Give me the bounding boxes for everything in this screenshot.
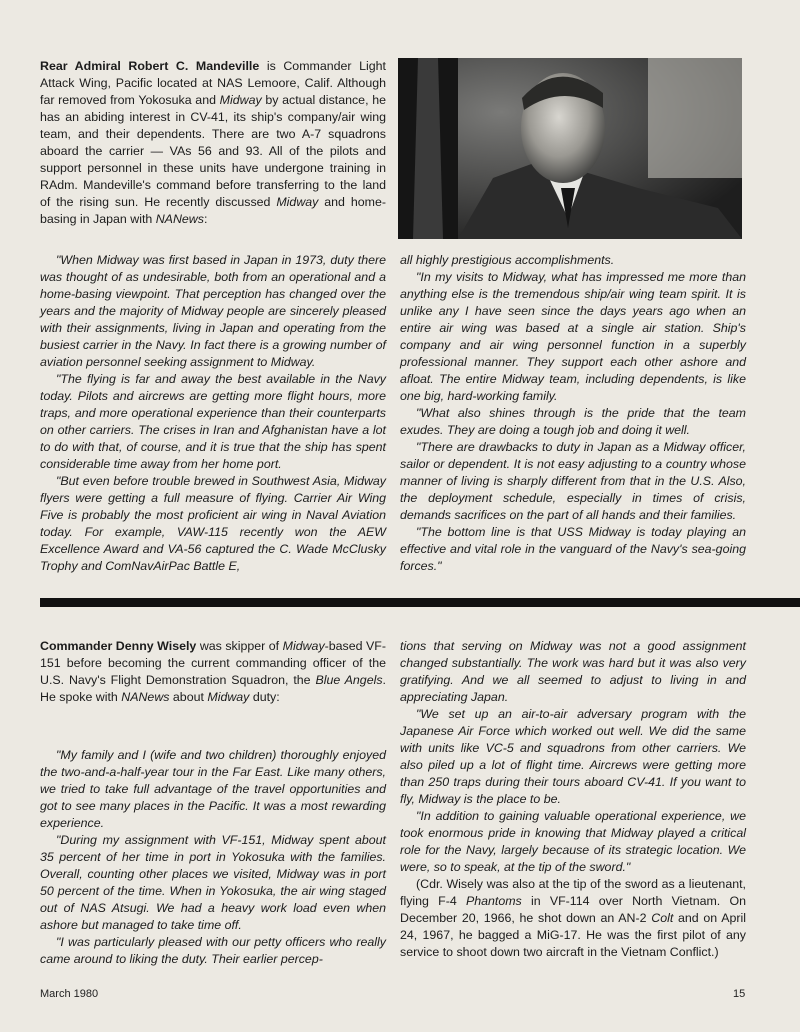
intro1-part2: by actual distance, he has an abiding interest in CV-41, its ship's company/air wing team, and their dependents. There are two A-7 squadrons aboard the carrier — VAs 56 and 93. All of the pilots and support personnel in these units have undergone training in RAdm. Mandeville's command before transferring to the land of the rising sun. He recently discussed (40, 93, 386, 209)
intro-wisely-text (40, 638, 386, 706)
portrait-illustration (398, 58, 742, 239)
intro1-part3: and home-basing in Japan with (40, 195, 386, 226)
wisely-name: Commander Denny Wisely (40, 639, 197, 653)
closing-paragraph (400, 876, 746, 961)
quote2-paragraph: tions that serving on Midway was not a good assignment changed substantially. The work was hard but it was also very gratifying. And we all seemed to adjust to living in and appreciating Japan. (400, 639, 746, 704)
quote1-paragraph: "In my visits to Midway, what has impressed me more than anything else is the tremendous ship/air wing team spirit. It is unlike any I have seen since the days years ago when an entire air wing was based at a single air station. Ship's company and air wing personnel function in a superbly professional manner. They support each other ashore and afloat. The entire Midway team, including dependents, is like one big, hard-working family. (400, 270, 746, 403)
intro1-nanews: NANews (155, 212, 204, 226)
closing-phantoms: Phantoms (465, 894, 522, 908)
quote2-paragraph: "I was particularly pleased with our petty officers who really came around to liking the duty. Their earlier percep- (40, 935, 386, 966)
quote1-left-column (40, 252, 386, 575)
intro2-part1: was skipper of (196, 639, 283, 653)
intro-mandeville-text (40, 58, 386, 228)
section-divider (40, 598, 800, 607)
closing-part2: in VF-114 over North Vietnam. On December 20, 1966, he shot down an AN-2 (400, 894, 746, 925)
quote1-paragraph: "The bottom line is that USS Midway is today playing an effective and vital role in the vanguard of the Navy's sea-going forces." (400, 525, 746, 573)
footer-date: March 1980 (40, 988, 99, 1000)
intro2-part3: . He spoke with (40, 673, 386, 704)
intro2-part5: duty: (249, 690, 280, 704)
page-number: 15 (733, 988, 746, 1000)
quote1-paragraph: all highly prestigious accomplishments. (400, 253, 615, 267)
intro1-part4: : (203, 212, 208, 226)
quote1-paragraph: "There are drawbacks to duty in Japan as a Midway officer, sailor or dependent. It is not easy adjusting to a country whose manner of living is sharply different from that in the U.S. Also, the deployment schedule, especially in times of crisis, demands sacrifices on the part of all hands and their families. (400, 440, 746, 522)
closing-part3: and on April 24, 1967, he bagged a MiG-17. He was the first pilot of any service to shoot down two aircraft in the Vietnam Conflict.) (400, 911, 746, 959)
intro1-midway-2: Midway (276, 195, 319, 209)
intro2-nanews: NANews (121, 690, 170, 704)
intro-wisely (40, 638, 386, 706)
intro1-midway: Midway (219, 93, 262, 107)
intro2-blue-angels: Blue Angels (315, 673, 383, 687)
intro-mandeville (40, 58, 386, 228)
quote2-right-column (400, 638, 746, 961)
quote1-right-column (400, 252, 746, 575)
quote2-paragraph: "My family and I (wife and two children) thoroughly enjoyed the two-and-a-half-year tour in the Far East. Like many others, we tried to take full advantage of the travel opportunities and got to see many places in the Pacific. It was a most rewarding experience. (40, 748, 386, 830)
intro2-midway-2: Midway (207, 690, 250, 704)
quote2-paragraph: "We set up an air-to-air adversary program with the Japanese Air Force which worked out well. We did the same with units like VC-5 and squadrons from other carriers. We also piled up a lot of flight time. Aircrews were getting more than 250 traps during their tours aboard CV-41. If you want to fly, Midway is the place to be. (400, 707, 746, 806)
quote1-paragraph: "But even before trouble brewed in Southwest Asia, Midway flyers were getting a full measure of flying. Carrier Air Wing Five is probably the most proficient air wing in Naval Aviation today. For example, VAW-115 recently won the AEW Excellence Award and VA-56 captured the C. Wade McClusky Trophy and ComNavAirPac Battle E, (40, 474, 386, 573)
quote1-paragraph: "What also shines through is the pride that the team exudes. They are doing a tough job and doing it well. (400, 406, 746, 437)
closing-part1: (Cdr. Wisely was also at the tip of the sword as a lieutenant, flying F-4 (400, 877, 746, 908)
intro2-part4: about (169, 690, 208, 704)
quote2-paragraph: "In addition to gaining valuable operational experience, we took enormous pride in knowing that Midway played a critical role for the Navy, largely because of its strategic location. We were, so to speak, at the tip of the sword." (400, 809, 746, 874)
quote1-paragraph: "When Midway was first based in Japan in 1973, duty there was thought of as undesirable, both from an operational and a home-basing viewpoint. That perception has changed over the years and the majority of Midway people are sincerely pleased with their assignments, living in Japan and operating from the busiest carrier in the Navy. In fact there is a growing number of aviation personnel seeking assignment to Midway. (40, 253, 386, 369)
quote2-left-column (40, 747, 386, 968)
quote2-paragraph: "During my assignment with VF-151, Midway spent about 35 percent of her time in port in Yokosuka with the families. Overall, counting other places we visited, Midway was in port 50 percent of the time. When in Yokosuka, the air wing staged out of NAS Atsugi. We had a heavy work load even when ashore but managed to take time off. (40, 833, 386, 932)
mandeville-name: Rear Admiral Robert C. Mandeville (40, 59, 260, 73)
portrait-photo (398, 58, 742, 239)
quote1-paragraph: "The flying is far and away the best available in the Navy today. Pilots and aircrews are getting more flight hours, more traps, and more operational experience than their counterparts on other carriers. The crises in Iran and Afghanistan have a lot to do with that, of course, and it is true that the ship has spent considerable time away from her home port. (40, 372, 386, 471)
intro1-part1: is Commander Light Attack Wing, Pacific located at NAS Lemoore, Calif. Although far removed from Yokosuka and (40, 59, 386, 107)
closing-colt: Colt (651, 911, 674, 925)
intro2-part2: -based VF-151 before becoming the current commanding officer of the U.S. Navy's Flight Demonstration Squadron, the (40, 639, 386, 687)
intro2-midway: Midway (282, 639, 325, 653)
